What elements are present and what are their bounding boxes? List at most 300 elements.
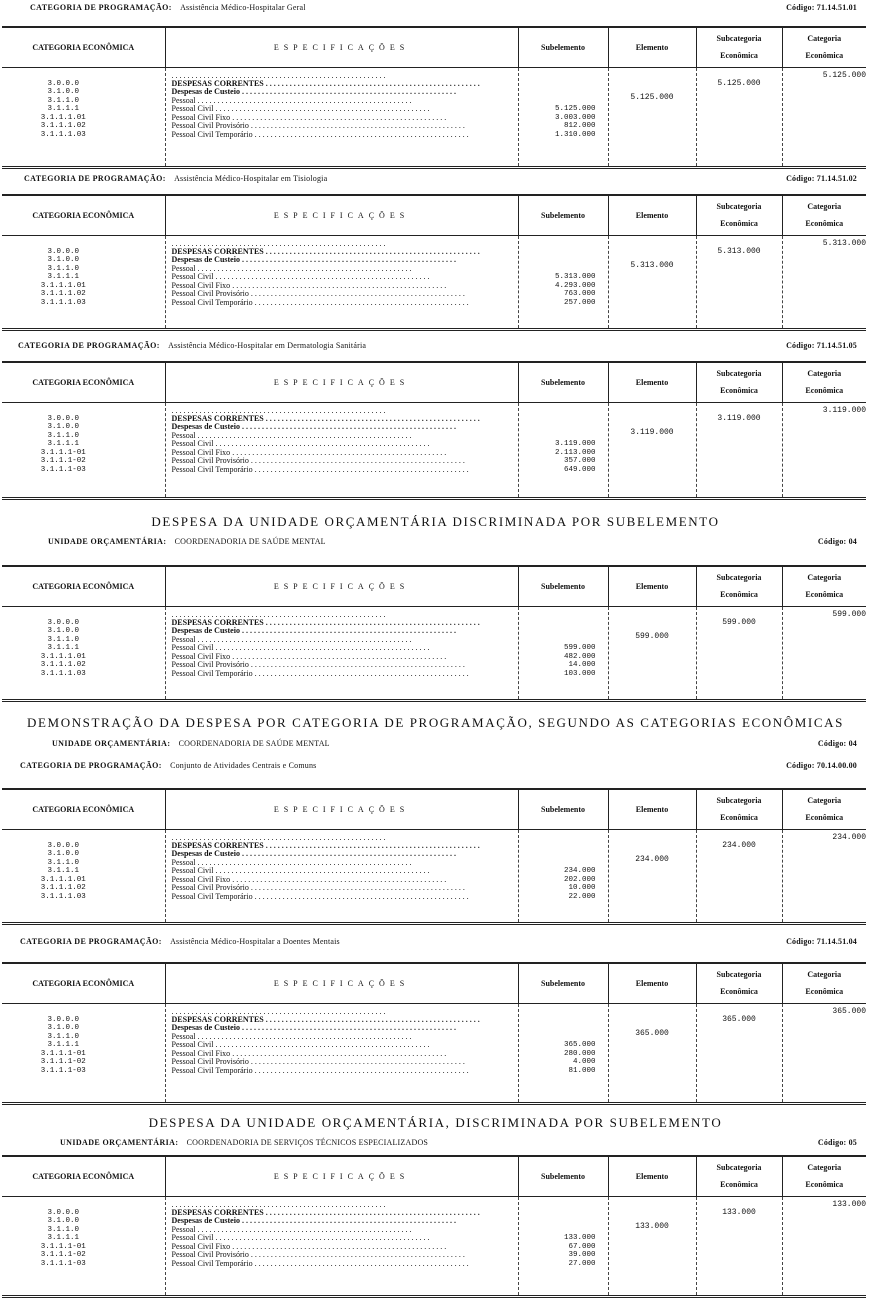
subelement-value: 280.000 <box>563 1049 596 1058</box>
subelement-value: 14.000 <box>568 661 596 670</box>
subelement-value: 812.000 <box>563 122 596 131</box>
subelement-value: 3.003.000 <box>554 113 596 122</box>
subelement-cell <box>518 829 608 923</box>
header-subelemento: Subelemento <box>518 789 608 829</box>
category-code: 3.0.0.0 <box>47 841 79 850</box>
header-categoria-economica: CATEGORIA ECONÔMICA <box>2 566 165 606</box>
heading-value: Assistência Médico-Hospitalar em Dermatologia Sanitária <box>168 341 367 350</box>
header-categoria-line2: Econômica <box>805 987 844 997</box>
specification-line: Pessoal . . . <box>166 636 518 645</box>
header-subcategoria <box>696 362 782 402</box>
category-code: 3.0.0.0 <box>47 247 79 256</box>
specification-line: Pessoal Civil . . . <box>166 1234 518 1243</box>
header-subelemento: Subelemento <box>518 27 608 67</box>
elemento-cell <box>608 606 696 700</box>
subelement-value: 763.000 <box>563 290 596 299</box>
header-categoria <box>782 1156 866 1196</box>
specification-line: Despesas de Custeio . . . <box>166 423 518 432</box>
subelement-value: 365.000 <box>563 1041 596 1050</box>
codes-cell <box>2 402 165 498</box>
specification-line: Despesas de Custeio . . . <box>166 88 518 97</box>
header-categoria-line1: Categoria <box>807 573 842 583</box>
subelement-value: 4.293.000 <box>554 281 596 290</box>
specification-line: Pessoal Civil Fixo . . . <box>166 876 518 885</box>
subelement-value: 22.000 <box>568 893 596 902</box>
header-subcategoria-line2: Econômica <box>720 987 758 997</box>
specification-line: DESPESAS CORRENTES . . . <box>166 248 518 257</box>
header-subcategoria <box>696 1156 782 1196</box>
category-code: 3.1.1.1.02 <box>40 290 86 299</box>
programming-heading <box>0 341 871 350</box>
subelement-cell <box>518 1196 608 1296</box>
subelement-value: 5.125.000 <box>554 105 596 114</box>
specification-line: Pessoal Civil Fixo . . . <box>166 449 518 458</box>
specification-line: DESPESAS CORRENTES . . . <box>166 842 518 851</box>
heading-label: CATEGORIA DE PROGRAMAÇÃO: <box>30 3 172 12</box>
subelement-value: 234.000 <box>563 867 596 876</box>
specification-line: DESPESAS CORRENTES . . . <box>166 1209 518 1218</box>
category-code: 3.1.1.0 <box>47 1032 79 1041</box>
unit-heading <box>0 739 871 748</box>
subcategoria-value: 599.000 <box>722 617 756 627</box>
budget-table <box>2 962 866 1105</box>
category-code: 3.1.1.1.02 <box>40 661 86 670</box>
specification-line: DESPESAS CORRENTES . . . <box>166 619 518 628</box>
category-code: 3.1.0.0 <box>47 256 79 265</box>
categoria-cell <box>782 402 866 498</box>
section-title: DEMONSTRAÇÃO DA DESPESA POR CATEGORIA DE PROGRAMAÇÃO, SEGUNDO AS CATEGORIAS ECONÔMICAS <box>27 715 844 730</box>
specification-line: Despesas de Custeio . . . <box>166 1217 518 1226</box>
heading-code: Código: 71.14.51.02 <box>786 174 857 183</box>
specification-line: Pessoal . . . <box>166 1226 518 1235</box>
specification-line: Pessoal Civil . . . <box>166 440 518 449</box>
header-subcategoria <box>696 27 782 67</box>
categoria-cell <box>782 606 866 700</box>
heading-code: Código: 71.14.51.05 <box>786 341 857 350</box>
header-categoria-economica: CATEGORIA ECONÔMICA <box>2 195 165 235</box>
subelement-value: 27.000 <box>568 1260 596 1269</box>
categoria-cell <box>782 1196 866 1296</box>
codes-cell <box>2 1196 165 1296</box>
programming-heading <box>0 937 871 946</box>
category-code: 3.1.1.1-02 <box>40 457 86 466</box>
specification-line: Pessoal Civil Fixo . . . <box>166 282 518 291</box>
category-code: 3.1.0.0 <box>47 627 79 636</box>
heading-label: CATEGORIA DE PROGRAMAÇÃO: <box>18 341 160 350</box>
subelement-cell <box>518 402 608 498</box>
subelement-value: 482.000 <box>563 652 596 661</box>
categoria-value: 3.119.000 <box>822 405 866 415</box>
specification-line: Pessoal Civil Temporário . . . <box>166 670 518 679</box>
codes-cell <box>2 1003 165 1103</box>
specification-line: Pessoal Civil Provisório . . . <box>166 661 518 670</box>
header-especificacoes: ESPECIFICAÇÕES <box>165 789 518 829</box>
category-code: 3.1.0.0 <box>47 850 79 859</box>
header-subcategoria-line1: Subcategoria <box>716 970 762 980</box>
header-categoria-line2: Econômica <box>805 219 844 229</box>
header-especificacoes: ESPECIFICAÇÕES <box>165 566 518 606</box>
budget-table <box>2 26 866 169</box>
specification-line: Pessoal . . . <box>166 859 518 868</box>
categoria-cell <box>782 829 866 923</box>
subcategoria-value: 234.000 <box>722 840 756 850</box>
heading-value: Conjunto de Atividades Centrais e Comuns <box>170 761 317 770</box>
header-subcategoria-line1: Subcategoria <box>716 202 762 212</box>
header-especificacoes: ESPECIFICAÇÕES <box>165 1156 518 1196</box>
header-categoria-line2: Econômica <box>805 590 844 600</box>
subelement-value: 257.000 <box>563 299 596 308</box>
header-categoria-line2: Econômica <box>805 51 844 61</box>
header-subcategoria-line2: Econômica <box>720 1180 758 1190</box>
specifications-cell <box>165 67 518 167</box>
elemento-cell <box>608 235 696 329</box>
header-subcategoria-line1: Subcategoria <box>716 34 762 44</box>
category-code: 3.1.1.1.03 <box>40 670 86 679</box>
category-code: 3.1.1.1.03 <box>40 299 86 308</box>
codes-cell <box>2 829 165 923</box>
category-code: 3.1.1.1 <box>47 1234 79 1243</box>
category-code: 3.1.1.0 <box>47 431 79 440</box>
subcategoria-cell <box>696 1003 782 1103</box>
subcategoria-cell <box>696 606 782 700</box>
subelement-value: 3.119.000 <box>554 440 596 449</box>
programming-heading <box>0 761 871 770</box>
header-subelemento: Subelemento <box>518 362 608 402</box>
specifications-cell <box>165 402 518 498</box>
header-subcategoria-line2: Econômica <box>720 219 758 229</box>
heading-value: Assistência Médico-Hospitalar Geral <box>180 3 306 12</box>
unit-code: Código: 04 <box>817 739 857 748</box>
specification-line: Pessoal Civil Temporário . . . <box>166 299 518 308</box>
subelement-value: 4.000 <box>572 1058 596 1067</box>
category-code: 3.1.1.0 <box>47 1225 79 1234</box>
category-code: 3.1.1.0 <box>47 96 79 105</box>
subelement-value: 2.113.000 <box>554 448 596 457</box>
category-code: 3.1.1.1.01 <box>40 281 86 290</box>
budget-table <box>2 194 866 331</box>
specification-line: Despesas de Custeio . . . <box>166 627 518 636</box>
category-code: 3.1.1.1.02 <box>40 884 86 893</box>
header-categoria-line1: Categoria <box>807 796 842 806</box>
category-code: 3.1.1.1 <box>47 273 79 282</box>
specification-line: Pessoal Civil Provisório . . . <box>166 1251 518 1260</box>
categoria-value: 599.000 <box>832 609 866 619</box>
specification-line: Pessoal Civil Provisório . . . <box>166 290 518 299</box>
unit-label: UNIDADE ORÇAMENTÁRIA: <box>52 739 171 748</box>
elemento-cell <box>608 67 696 167</box>
elemento-cell <box>608 402 696 498</box>
header-subcategoria <box>696 195 782 235</box>
subcategoria-value: 5.125.000 <box>717 78 761 88</box>
specification-line: Pessoal Civil . . . <box>166 273 518 282</box>
budget-table <box>2 361 866 500</box>
unit-value: COORDENADORIA DE SAÚDE MENTAL <box>174 537 326 546</box>
header-categoria-line1: Categoria <box>807 202 842 212</box>
category-code: 3.1.1.1 <box>47 440 79 449</box>
header-subelemento: Subelemento <box>518 963 608 1003</box>
categoria-cell <box>782 1003 866 1103</box>
specification-line: Pessoal Civil Fixo . . . <box>166 1050 518 1059</box>
category-code: 3.1.1.1 <box>47 867 79 876</box>
elemento-cell <box>608 1196 696 1296</box>
subcategoria-cell <box>696 829 782 923</box>
specifications-cell <box>165 1196 518 1296</box>
header-elemento: Elemento <box>608 566 696 606</box>
unit-label: UNIDADE ORÇAMENTÁRIA: <box>60 1138 179 1147</box>
budget-table <box>2 788 866 925</box>
categoria-value: 365.000 <box>832 1006 866 1016</box>
header-categoria-line2: Econômica <box>805 386 844 396</box>
category-code: 3.1.1.1-03 <box>40 466 86 475</box>
specification-line: DESPESAS CORRENTES . . . <box>166 415 518 424</box>
header-subcategoria-line1: Subcategoria <box>716 1163 762 1173</box>
header-categoria-line1: Categoria <box>807 34 842 44</box>
header-subelemento: Subelemento <box>518 566 608 606</box>
budget-table <box>2 565 866 702</box>
specification-line: Despesas de Custeio . . . <box>166 256 518 265</box>
specification-line: Despesas de Custeio . . . <box>166 1024 518 1033</box>
subcategoria-value: 5.313.000 <box>717 246 761 256</box>
subelement-cell <box>518 606 608 700</box>
header-elemento: Elemento <box>608 362 696 402</box>
programming-heading <box>0 3 871 12</box>
category-code: 3.0.0.0 <box>47 414 79 423</box>
category-code: 3.1.0.0 <box>47 1024 79 1033</box>
category-code: 3.0.0.0 <box>47 1208 79 1217</box>
header-especificacoes: ESPECIFICAÇÕES <box>165 27 518 67</box>
specifications-cell <box>165 1003 518 1103</box>
header-categoria-line1: Categoria <box>807 369 842 379</box>
category-code: 3.1.1.1.01 <box>40 113 86 122</box>
header-subcategoria <box>696 963 782 1003</box>
elemento-value: 133.000 <box>635 1221 669 1231</box>
subelement-value: 103.000 <box>563 670 596 679</box>
header-subcategoria-line1: Subcategoria <box>716 369 762 379</box>
heading-code: Código: 71.14.51.04 <box>786 937 857 946</box>
categoria-value: 5.125.000 <box>822 70 866 80</box>
header-categoria <box>782 27 866 67</box>
elemento-value: 5.313.000 <box>630 260 674 270</box>
category-code: 3.1.1.1.01 <box>40 652 86 661</box>
specification-line: Pessoal Civil Provisório . . . <box>166 122 518 131</box>
category-code: 3.1.1.1.01 <box>40 875 86 884</box>
category-code: 3.1.1.1-01 <box>40 1242 86 1251</box>
categoria-value: 5.313.000 <box>822 238 866 248</box>
header-categoria-economica: CATEGORIA ECONÔMICA <box>2 963 165 1003</box>
subelement-value: 39.000 <box>568 1251 596 1260</box>
subelement-value: 1.310.000 <box>554 131 596 140</box>
subcategoria-cell <box>696 235 782 329</box>
specification-line: DESPESAS CORRENTES . . . <box>166 80 518 89</box>
header-subcategoria <box>696 566 782 606</box>
heading-code: Código: 71.14.51.01 <box>786 3 857 12</box>
categoria-cell <box>782 235 866 329</box>
specifications-cell <box>165 235 518 329</box>
category-code: 3.1.1.1 <box>47 105 79 114</box>
subelement-cell <box>518 1003 608 1103</box>
category-code: 3.1.0.0 <box>47 423 79 432</box>
header-categoria-economica: CATEGORIA ECONÔMICA <box>2 27 165 67</box>
specification-line: Pessoal . . . <box>166 432 518 441</box>
heading-code: Código: 70.14.00.00 <box>786 761 857 770</box>
unit-code: Código: 04 <box>817 537 857 546</box>
header-categoria-economica: CATEGORIA ECONÔMICA <box>2 1156 165 1196</box>
unit-label: UNIDADE ORÇAMENTÁRIA: <box>48 537 167 546</box>
header-subcategoria-line2: Econômica <box>720 386 758 396</box>
section-title: DESPESA DA UNIDADE ORÇAMENTÁRIA DISCRIMINADA POR SUBELEMENTO <box>151 514 720 529</box>
header-subcategoria-line1: Subcategoria <box>716 796 762 806</box>
specification-line: Despesas de Custeio . . . <box>166 850 518 859</box>
category-code: 3.1.1.0 <box>47 858 79 867</box>
elemento-value: 365.000 <box>635 1028 669 1038</box>
specification-line: Pessoal . . . <box>166 265 518 274</box>
header-subelemento: Subelemento <box>518 1156 608 1196</box>
header-categoria <box>782 963 866 1003</box>
category-code: 3.1.1.1.03 <box>40 131 86 140</box>
subelement-value: 10.000 <box>568 884 596 893</box>
subelement-value: 202.000 <box>563 875 596 884</box>
header-subcategoria-line2: Econômica <box>720 51 758 61</box>
category-code: 3.1.1.1 <box>47 1041 79 1050</box>
specification-line: Pessoal Civil Temporário . . . <box>166 1260 518 1269</box>
header-categoria-economica: CATEGORIA ECONÔMICA <box>2 789 165 829</box>
specifications-cell <box>165 829 518 923</box>
category-code: 3.0.0.0 <box>47 618 79 627</box>
category-code: 3.1.1.1-01 <box>40 448 86 457</box>
header-categoria-economica: CATEGORIA ECONÔMICA <box>2 362 165 402</box>
header-categoria <box>782 789 866 829</box>
specification-line: Pessoal Civil Temporário . . . <box>166 1067 518 1076</box>
header-elemento: Elemento <box>608 789 696 829</box>
header-elemento: Elemento <box>608 195 696 235</box>
elemento-cell <box>608 829 696 923</box>
header-categoria-line2: Econômica <box>805 1180 844 1190</box>
elemento-value: 599.000 <box>635 631 669 641</box>
subcategoria-value: 365.000 <box>722 1014 756 1024</box>
specifications-cell <box>165 606 518 700</box>
unit-code: Código: 05 <box>817 1138 857 1147</box>
section-title: DESPESA DA UNIDADE ORÇAMENTÁRIA, DISCRIMINADA POR SUBELEMENTO <box>148 1115 723 1130</box>
header-categoria <box>782 566 866 606</box>
header-especificacoes: ESPECIFICAÇÕES <box>165 362 518 402</box>
specification-line: Pessoal Civil Provisório . . . <box>166 457 518 466</box>
subcategoria-cell <box>696 67 782 167</box>
subelement-value: 649.000 <box>563 466 596 475</box>
specification-line: Pessoal Civil Fixo . . . <box>166 1243 518 1252</box>
subcategoria-value: 133.000 <box>722 1207 756 1217</box>
unit-heading <box>0 537 871 546</box>
header-categoria-line1: Categoria <box>807 970 842 980</box>
heading-label: CATEGORIA DE PROGRAMAÇÃO: <box>20 937 162 946</box>
header-subcategoria-line1: Subcategoria <box>716 573 762 583</box>
specification-line: Pessoal Civil Fixo . . . <box>166 114 518 123</box>
subcategoria-cell <box>696 402 782 498</box>
budget-table <box>2 1155 866 1298</box>
specification-line: Pessoal Civil Provisório . . . <box>166 1058 518 1067</box>
unit-value: COORDENADORIA DE SERVIÇOS TÉCNICOS ESPECIALIZADOS <box>186 1138 429 1147</box>
header-subelemento: Subelemento <box>518 195 608 235</box>
header-categoria-line2: Econômica <box>805 813 844 823</box>
category-code: 3.1.1.0 <box>47 635 79 644</box>
specification-line: Pessoal Civil Fixo . . . <box>166 653 518 662</box>
category-code: 3.0.0.0 <box>47 79 79 88</box>
specification-line: Pessoal Civil . . . <box>166 644 518 653</box>
category-code: 3.1.1.1-03 <box>40 1067 86 1076</box>
category-code: 3.1.1.1.02 <box>40 122 86 131</box>
category-code: 3.1.1.1-03 <box>40 1260 86 1269</box>
subelement-value: 133.000 <box>563 1234 596 1243</box>
specification-line: Pessoal Civil . . . <box>166 105 518 114</box>
elemento-value: 234.000 <box>635 854 669 864</box>
categoria-value: 133.000 <box>832 1199 866 1209</box>
specification-line: Pessoal . . . <box>166 1033 518 1042</box>
subelement-value: 5.313.000 <box>554 273 596 282</box>
header-elemento: Elemento <box>608 1156 696 1196</box>
category-code: 3.1.1.1 <box>47 644 79 653</box>
category-code: 3.1.1.1-02 <box>40 1251 86 1260</box>
category-code: 3.1.1.1.03 <box>40 893 86 902</box>
subelement-value: 599.000 <box>563 644 596 653</box>
category-code: 3.1.1.1-01 <box>40 1049 86 1058</box>
header-especificacoes: ESPECIFICAÇÕES <box>165 195 518 235</box>
category-code: 3.1.0.0 <box>47 88 79 97</box>
category-code: 3.1.0.0 <box>47 1217 79 1226</box>
heading-value: Assistência Médico-Hospitalar em Tisiologia <box>174 174 328 183</box>
specification-line: Pessoal Civil . . . <box>166 867 518 876</box>
elemento-value: 5.125.000 <box>630 92 674 102</box>
specification-line: Pessoal Civil . . . <box>166 1041 518 1050</box>
specification-line: Pessoal Civil Temporário . . . <box>166 131 518 140</box>
subelement-value: 81.000 <box>568 1067 596 1076</box>
subelement-cell <box>518 235 608 329</box>
codes-cell <box>2 235 165 329</box>
subelement-value: 67.000 <box>568 1242 596 1251</box>
codes-cell <box>2 606 165 700</box>
subelement-cell <box>518 67 608 167</box>
header-categoria <box>782 195 866 235</box>
header-categoria-line1: Categoria <box>807 1163 842 1173</box>
header-elemento: Elemento <box>608 963 696 1003</box>
specification-line: Pessoal Civil Provisório . . . <box>166 884 518 893</box>
subcategoria-cell <box>696 1196 782 1296</box>
header-subcategoria-line2: Econômica <box>720 590 758 600</box>
heading-label: CATEGORIA DE PROGRAMAÇÃO: <box>24 174 166 183</box>
heading-label: CATEGORIA DE PROGRAMAÇÃO: <box>20 761 162 770</box>
specification-line: Pessoal Civil Temporário . . . <box>166 893 518 902</box>
category-code: 3.0.0.0 <box>47 1015 79 1024</box>
category-code: 3.1.1.0 <box>47 264 79 273</box>
specification-line: Pessoal Civil Temporário . . . <box>166 466 518 475</box>
subcategoria-value: 3.119.000 <box>717 413 761 423</box>
specification-line: DESPESAS CORRENTES . . . <box>166 1016 518 1025</box>
heading-value: Assistência Médico-Hospitalar a Doentes Mentais <box>170 937 340 946</box>
header-elemento: Elemento <box>608 27 696 67</box>
category-code: 3.1.1.1-02 <box>40 1058 86 1067</box>
header-especificacoes: ESPECIFICAÇÕES <box>165 963 518 1003</box>
categoria-value: 234.000 <box>832 832 866 842</box>
elemento-value: 3.119.000 <box>630 427 674 437</box>
unit-value: COORDENADORIA DE SAÚDE MENTAL <box>178 739 330 748</box>
header-subcategoria <box>696 789 782 829</box>
programming-heading <box>0 174 871 183</box>
subelement-value: 357.000 <box>563 457 596 466</box>
specification-line: Pessoal . . . <box>166 97 518 106</box>
elemento-cell <box>608 1003 696 1103</box>
header-subcategoria-line2: Econômica <box>720 813 758 823</box>
categoria-cell <box>782 67 866 167</box>
unit-heading <box>0 1138 871 1147</box>
codes-cell <box>2 67 165 167</box>
